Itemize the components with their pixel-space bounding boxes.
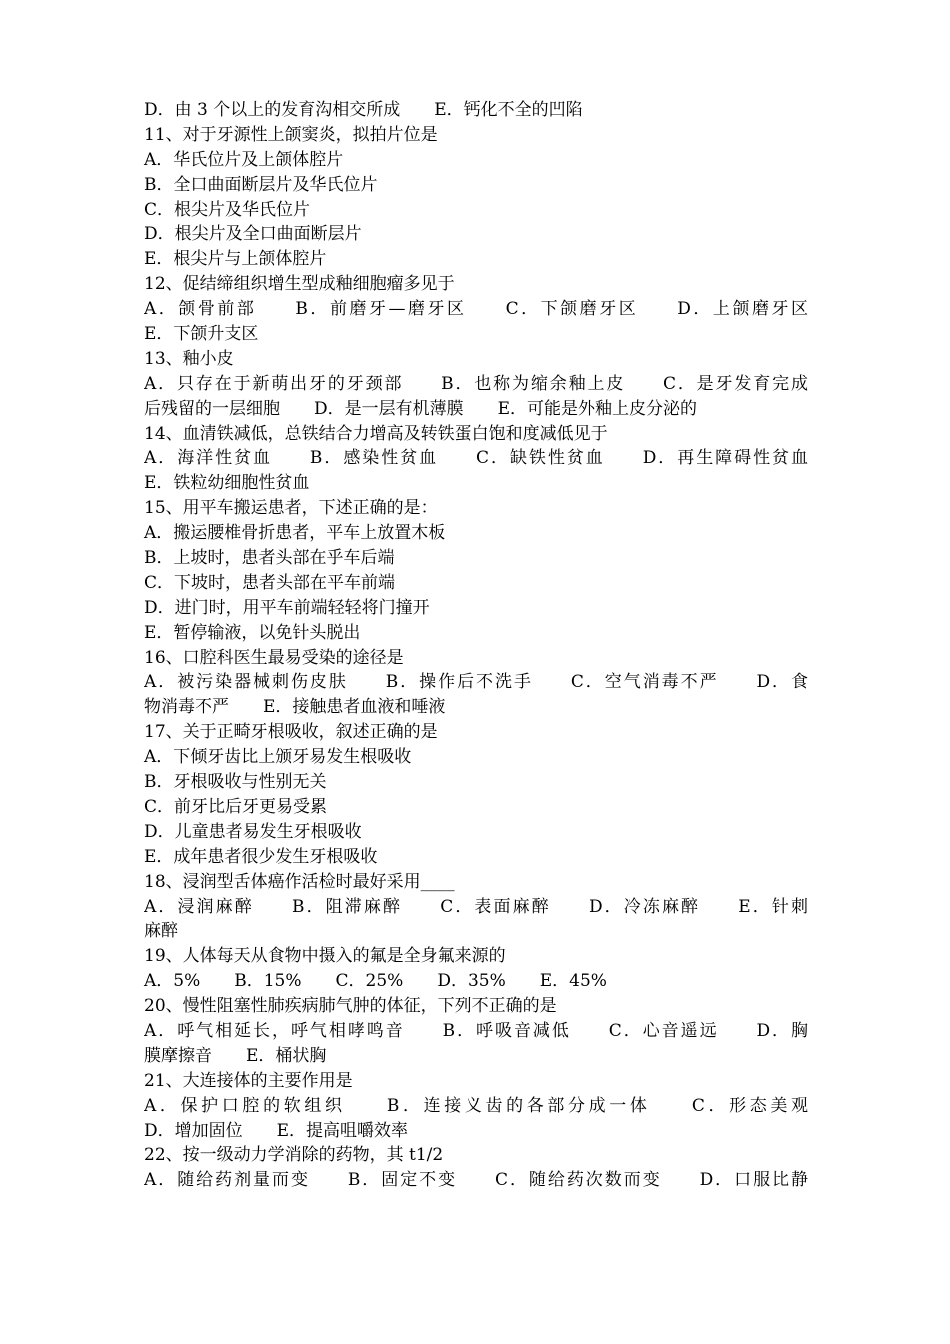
option-line: A．只存在于新萌出牙的牙颈部 B．也称为缩余釉上皮 C．是牙发育完成 bbox=[144, 373, 808, 394]
option-line: 膜摩擦音 E．桶状胸 bbox=[144, 1045, 327, 1066]
option-line: A．下倾牙齿比上颁牙易发生根吸收 bbox=[144, 747, 412, 768]
option-line: E．下颌升支区 bbox=[144, 324, 259, 345]
option-line: A．华氏位片及上颌体腔片 bbox=[144, 149, 344, 170]
question-13-stem: 13、釉小皮 bbox=[144, 348, 234, 369]
question-22-stem: 22、按一级动力学消除的药物，其 t1/2 bbox=[144, 1145, 444, 1166]
option-line: A．5% B．15% C．25% D．35% E．45% bbox=[144, 971, 607, 992]
question-19-stem: 19、人体每天从食物中摄入的氟是全身氟来源的 bbox=[144, 946, 506, 967]
option-line: E．根尖片与上颌体腔片 bbox=[144, 249, 327, 270]
option-line: D．儿童患者易发生牙根吸收 bbox=[144, 821, 362, 842]
option-line: D．根尖片及全口曲面断层片 bbox=[144, 224, 362, 245]
option-line: A．随给药剂量而变 B．固定不变 C．随给药次数而变 D．口服比静 bbox=[144, 1170, 808, 1191]
document-body bbox=[144, 98, 808, 1193]
option-line: A．颌骨前部 B．前磨牙—磨牙区 C．下颌磨牙区 D．上颌磨牙区 bbox=[144, 299, 808, 320]
question-18-stem: 18、浸润型舌体癌作活检时最好采用____ bbox=[144, 871, 455, 892]
option-line: A．保护口腔的软组织 B．连接义齿的各部分成一体 C．形态美观 bbox=[144, 1095, 808, 1116]
option-line: C．前牙比后牙更易受累 bbox=[144, 796, 328, 817]
option-line: D．进门时，用平车前端轻轻将门撞开 bbox=[144, 597, 430, 618]
question-12-stem: 12、促结缔组织增生型成釉细胞瘤多见于 bbox=[144, 274, 455, 295]
option-line: C．下坡时，患者头部在平车前端 bbox=[144, 572, 396, 593]
question-17-stem: 17、关于正畸牙根吸收，叙述正确的是 bbox=[144, 722, 438, 743]
question-16-stem: 16、口腔科医生最易受染的途径是 bbox=[144, 647, 404, 668]
text-line: D．由 3 个以上的发育沟相交所成 E．钙化不全的凹陷 bbox=[144, 100, 583, 120]
option-line: A．呼气相延长，呼气相哮鸣音 B．呼吸音减低 C．心音遥远 D．胸 bbox=[144, 1020, 808, 1041]
question-21-stem: 21、大连接体的主要作用是 bbox=[144, 1070, 353, 1091]
option-line: B．牙根吸收与性别无关 bbox=[144, 772, 327, 793]
option-line: A．海洋性贫血 B．感染性贫血 C．缺铁性贫血 D．再生障碍性贫血 bbox=[144, 448, 808, 469]
option-line: D．增加固位 E．提高咀嚼效率 bbox=[144, 1120, 409, 1141]
option-line: 物消毒不严 E．接触患者血液和唾液 bbox=[144, 697, 446, 718]
option-line: C．根尖片及华氏位片 bbox=[144, 199, 311, 220]
option-line: A．浸润麻醉 B．阻滞麻醉 C．表面麻醉 D．冷冻麻醉 E．针刺 bbox=[144, 896, 808, 917]
option-line: 麻醉 bbox=[144, 921, 178, 942]
question-14-stem: 14、血清铁减低，总铁结合力增高及转铁蛋白饱和度减低见于 bbox=[144, 423, 608, 444]
question-11-stem: 11、对于牙源性上颌窦炎，拟拍片位是 bbox=[144, 124, 438, 145]
question-20-stem: 20、慢性阻塞性肺疾病肺气肿的体征，下列不正确的是 bbox=[144, 996, 557, 1017]
question-15-stem: 15、用平车搬运患者，下述正确的是： bbox=[144, 498, 438, 519]
option-line: E．铁粒幼细胞性贫血 bbox=[144, 473, 310, 494]
option-line: A．搬运腰椎骨折患者，平车上放置木板 bbox=[144, 523, 446, 544]
option-line: B．上坡时，患者头部在乎车后端 bbox=[144, 548, 395, 569]
option-line: 后残留的一层细胞 D．是一层有机薄膜 E．可能是外釉上皮分泌的 bbox=[144, 398, 698, 419]
option-line: B．全口曲面断层片及华氏位片 bbox=[144, 174, 378, 195]
option-line: E．暂停输液，以免针头脱出 bbox=[144, 622, 361, 643]
option-line: E．成年患者很少发生牙根吸收 bbox=[144, 846, 378, 867]
option-line: A．被污染器械刺伤皮肤 B．操作后不洗手 C．空气消毒不严 D．食 bbox=[144, 672, 808, 693]
